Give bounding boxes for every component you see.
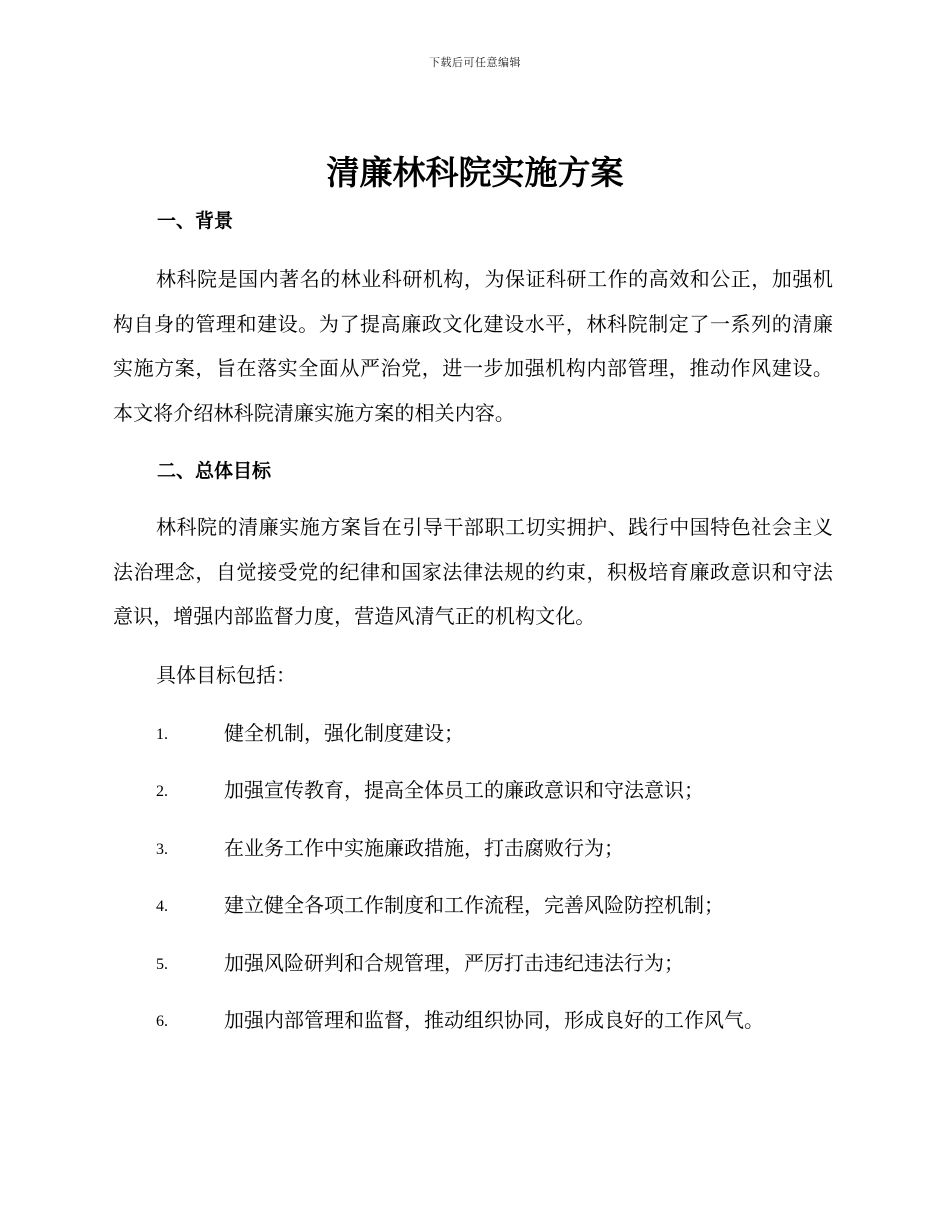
list-item-number: 5. — [156, 956, 168, 973]
list-item — [156, 1005, 856, 1035]
list-item — [156, 718, 856, 748]
list-item-text: 加强内部管理和监督，推动组织协同，形成良好的工作风气。 — [224, 1008, 764, 1032]
list-item — [156, 775, 856, 805]
goals-paragraph: 林科院的清廉实施方案旨在引导干部职工切实拥护、践行中国特色社会主义法治理念，自觉接受党的纪律和国家法律法规的约束，积极培育廉政意识和守法意识，增强内部监督力度，营造风清气正的机构文化。 — [113, 515, 833, 629]
list-item-number: 1. — [156, 726, 168, 743]
goals-lead-text: 具体目标包括： — [156, 663, 296, 687]
list-item — [156, 948, 856, 978]
list-item-text: 在业务工作中实施廉政措施，打击腐败行为； — [224, 836, 624, 860]
section-heading-goals: 二、总体目标 — [157, 460, 272, 482]
list-item-text: 建立健全各项工作制度和工作流程，完善风险防控机制； — [224, 893, 724, 917]
list-item-text: 加强宣传教育，提高全体员工的廉政意识和守法意识； — [224, 778, 704, 802]
list-item-text: 健全机制，强化制度建设； — [224, 721, 464, 745]
list-item-number: 6. — [156, 1013, 168, 1030]
list-item-text: 加强风险研判和合规管理，严厉打击违纪违法行为； — [224, 951, 684, 975]
list-item-number: 3. — [156, 841, 168, 858]
background-paragraph: 林科院是国内著名的林业科研机构，为保证科研工作的高效和公正，加强机构自身的管理和建设。为了提高廉政文化建设水平，林科院制定了一系列的清廉实施方案，旨在落实全面从严治党，进一步加强机构内部管理，推动作风建设。本文将介绍林科院清廉实施方案的相关内容。 — [113, 267, 833, 426]
list-item — [156, 833, 856, 863]
list-item-number: 2. — [156, 783, 168, 800]
document-title: 清廉林科院实施方案 — [326, 153, 624, 192]
section-heading-background: 一、背景 — [157, 210, 234, 232]
list-item-number: 4. — [156, 898, 168, 915]
list-item — [156, 890, 856, 920]
header-note: 下载后可任意编辑 — [429, 56, 521, 69]
